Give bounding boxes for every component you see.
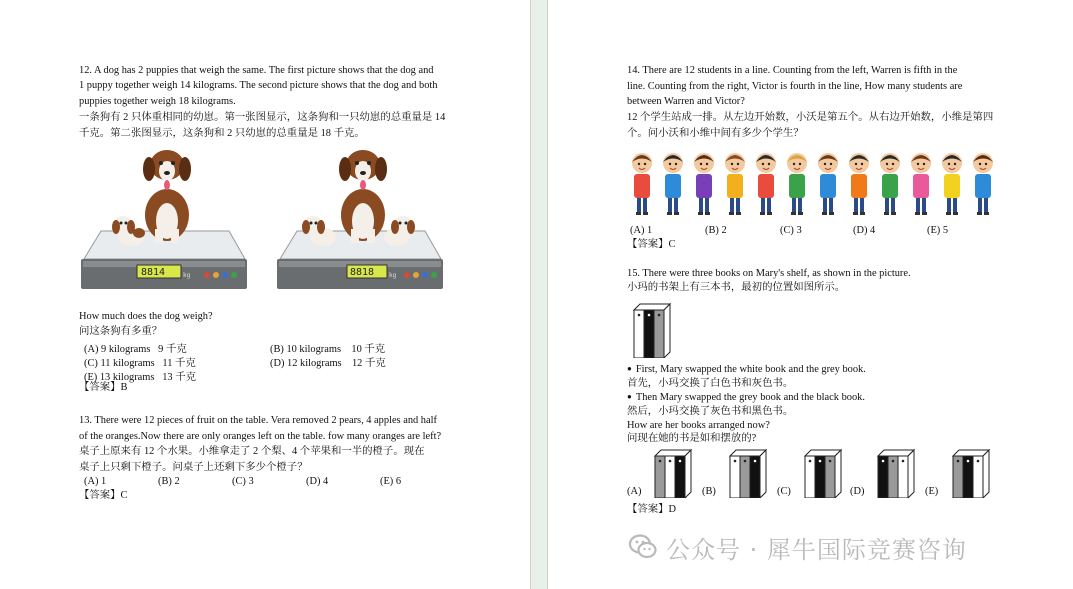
q14-answer: 【答案】C	[627, 239, 676, 250]
q15-step-2-zh: 然后，小玛交换了灰色书和黑色书。	[627, 406, 794, 417]
q13-zh-line-1: 桌子上原来有 12 个水果。小维拿走了 2 个梨、4 个苹果和一半的橙子。现在	[79, 446, 425, 457]
q12-option-c: (C) 11 kilograms 11 千克	[84, 358, 196, 369]
q13-text-line-2: of the oranges.Now there are only oranges left on the table. fow many oranges are left?	[79, 431, 442, 442]
q15-option-label: (C)	[777, 486, 791, 497]
q14-option-c: (C) 3	[780, 225, 802, 236]
wechat-watermark	[628, 527, 967, 567]
q15-option-bookshelf	[951, 448, 991, 498]
q13-zh-line-2: 桌子上只剩下橙子。问桌子上还剩下多少个橙子？	[79, 462, 308, 473]
student-figure	[787, 153, 807, 215]
q12-zh-line-1: 一条狗有 2 只体重相同的幼崽。第一张图显示，这条狗和一只幼崽的总重量是 14	[79, 112, 446, 123]
q15-zh-line-1: 小玛的书架上有三本书，最初的位置如图所示。	[627, 282, 846, 293]
students-line-image	[627, 146, 999, 218]
student-figure	[725, 153, 745, 215]
q12-question-zh: 问这条狗有多重？	[79, 326, 163, 337]
q12-text-line-3: puppies together weigh 18 kilograms.	[79, 96, 236, 107]
student-figure	[849, 153, 869, 215]
q12-option-d: (D) 12 kilograms 12 千克	[270, 358, 386, 369]
q15-option-label: (D)	[850, 486, 865, 497]
q14-text-line-2: line. Counting from the right, Victor is fourth in the line, How many students are	[627, 81, 963, 92]
dog-scale-image-1	[79, 143, 249, 293]
q15-step-1-en: ● First, Mary swapped the white book and the grey book.	[627, 362, 866, 377]
dog-scale-image-2	[275, 143, 445, 293]
q15-option-label: (B)	[702, 486, 716, 497]
q15-step-1-zh: 首先，小玛交换了白色书和灰色书。	[627, 378, 794, 389]
q14-text-line-1: 14. There are 12 students in a line. Counting from the left, Warren is fifth in the	[627, 65, 958, 76]
q15-text-line-1: 15. There were three books on Mary's shelf, as shown in the picture.	[627, 268, 911, 279]
q15-option-label: (E)	[925, 486, 939, 497]
wechat-icon	[628, 532, 658, 562]
q13-option-e: (E) 6	[380, 476, 402, 487]
q15-option-bookshelf	[876, 448, 916, 498]
student-figure	[756, 153, 776, 215]
q12-option-a: (A) 9 kilograms 9 千克	[84, 344, 187, 355]
q12-zh-line-2: 千克。第二张图显示，这条狗和 2 只幼崽的总重量是 18 千克。	[79, 128, 365, 139]
q15-step-2-en: ● Then Mary swapped the grey book and the black book.	[627, 390, 865, 405]
student-figure	[942, 153, 962, 215]
q15-option-label: (A)	[627, 486, 642, 497]
student-figure	[694, 153, 714, 215]
q14-option-a: (A) 1	[630, 225, 653, 236]
q15-option-bookshelf	[728, 448, 768, 498]
q15-answer: 【答案】D	[627, 504, 677, 515]
q15-question-en: How are her books arranged now?	[627, 420, 770, 431]
right-page	[548, 0, 1073, 589]
q13-option-a: (A) 1	[84, 476, 107, 487]
q12-answer: 【答案】B	[79, 382, 128, 393]
watermark-text: 公众号 · 犀牛国际竞赛咨询	[666, 535, 967, 564]
q12-question-en: How much does the dog weigh?	[79, 311, 213, 322]
q15-option-bookshelf	[803, 448, 843, 498]
initial-bookshelf-image	[632, 302, 672, 358]
q12-text-line-1: 12. A dog has 2 puppies that weigh the same. The first picture shows that the dog and	[79, 65, 434, 76]
q14-option-b: (B) 2	[705, 225, 727, 236]
student-figure	[880, 153, 900, 215]
q14-option-d: (D) 4	[853, 225, 876, 236]
student-figure	[818, 153, 838, 215]
q12-option-b: (B) 10 kilograms 10 千克	[270, 344, 386, 355]
scale-2-readout: 8818	[350, 267, 375, 278]
q13-option-c: (C) 3	[232, 476, 254, 487]
q13-option-d: (D) 4	[306, 476, 329, 487]
q12-option-e: (E) 13 kilograms 13 千克	[84, 372, 196, 383]
page-gutter	[530, 0, 548, 589]
q13-text-line-1: 13. There were 12 pieces of fruit on the table. Vera removed 2 pears, 4 apples and half	[79, 415, 437, 426]
q13-answer: 【答案】C	[79, 490, 128, 501]
q14-option-e: (E) 5	[927, 225, 949, 236]
student-figure	[663, 153, 683, 215]
left-page	[0, 0, 530, 589]
q14-zh-line-1: 12 个学生站成一排。从左边开始数，小沃是第五个。从右边开始数，小维是第四	[627, 112, 994, 123]
q14-text-line-3: between Warren and Victor?	[627, 96, 745, 107]
scale-1-readout: 8814	[141, 267, 166, 278]
student-figure	[973, 153, 993, 215]
q15-option-bookshelf	[653, 448, 693, 498]
student-figure	[632, 153, 652, 215]
q15-question-zh: 问现在她的书是如和摆放的?	[627, 433, 757, 444]
svg-text:kg: kg	[389, 272, 397, 279]
q14-zh-line-2: 个。问小沃和小维中间有多少个学生？	[627, 128, 804, 139]
q12-text-line-2: 1 puppy together weigh 14 kilograms. The second picture shows that the dog and both	[79, 80, 438, 91]
svg-text:kg: kg	[183, 272, 191, 279]
q13-option-b: (B) 2	[158, 476, 180, 487]
student-figure	[911, 153, 931, 215]
